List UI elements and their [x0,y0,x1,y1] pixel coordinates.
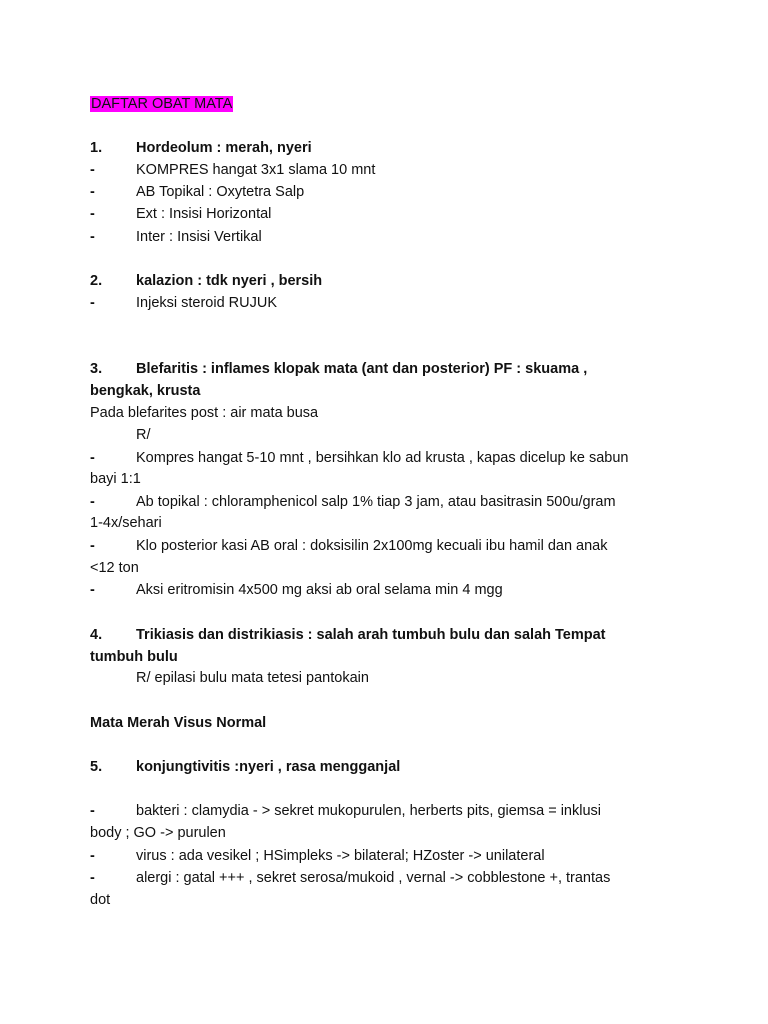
plain-text-line: body ; GO -> purulen [90,825,226,841]
dash-bullet: - [90,803,95,819]
item-number: 1. [90,140,103,156]
item-heading-text: Blefaritis : inflames klopak mata (ant dan posterior) PF : skuama , [136,361,588,377]
prescription-text: R/ [136,427,151,443]
list-item-text: Klo posterior kasi AB oral : doksisilin 2x100mg kecuali ibu hamil dan anak [136,538,608,554]
dash-bullet: - [90,206,95,222]
item-heading-continuation: bengkak, krusta [90,383,201,399]
dash-bullet: - [90,295,95,311]
item-heading-text: Trikiasis dan distrikiasis : salah arah tumbuh bulu dan salah Tempat [136,627,606,643]
list-item-text: Kompres hangat 5-10 mnt , bersihkan klo ad krusta , kapas dicelup ke sabun [136,450,629,466]
item-number: 4. [90,627,103,643]
plain-text-line: dot [90,892,111,908]
dash-bullet: - [90,848,95,864]
document-page [90,0,690,1024]
list-item-text: Ext : Insisi Horizontal [136,206,272,222]
list-item-text: Injeksi steroid RUJUK [136,295,278,311]
prescription-text: R/ epilasi bulu mata tetesi pantokain [136,670,369,686]
dash-bullet: - [90,450,95,466]
list-item-text: AB Topikal : Oxytetra Salp [136,184,305,200]
dash-bullet: - [90,162,95,178]
dash-bullet: - [90,229,95,245]
item-heading-continuation: tumbuh bulu [90,649,178,665]
list-item-text: Ab topikal : chloramphenicol salp 1% tiap 3 jam, atau basitrasin 500u/gram [136,494,616,510]
item-number: 3. [90,361,103,377]
section-heading: Mata Merah Visus Normal [90,715,267,731]
document-title-line [90,94,233,114]
item-heading-text: konjungtivitis :nyeri , rasa mengganjal [136,759,401,775]
item-heading-text: kalazion : tdk nyeri , bersih [136,273,323,289]
list-item-text: Aksi eritromisin 4x500 mg aksi ab oral selama min 4 mgg [136,582,503,598]
document-title: DAFTAR OBAT MATA [91,96,233,112]
item-number: 5. [90,759,103,775]
dash-bullet: - [90,184,95,200]
dash-bullet: - [90,538,95,554]
list-item-text: virus : ada vesikel ; HSimpleks -> bilateral; HZoster -> unilateral [136,848,545,864]
list-item-text: bakteri : clamydia - > sekret mukopurulen, herberts pits, giemsa = inklusi [136,803,602,819]
plain-text-line: <12 ton [90,560,139,576]
plain-text-line: Pada blefarites post : air mata busa [90,405,319,421]
dash-bullet: - [90,582,95,598]
list-item-text: Inter : Insisi Vertikal [136,229,262,245]
item-heading-text: Hordeolum : merah, nyeri [136,140,312,156]
list-item-text: alergi : gatal +++ , sekret serosa/mukoid , vernal -> cobblestone +, trantas [136,870,611,886]
plain-text-line: bayi 1:1 [90,471,141,487]
plain-text-line: 1-4x/sehari [90,515,162,531]
list-item-text: KOMPRES hangat 3x1 slama 10 mnt [136,162,376,178]
dash-bullet: - [90,870,95,886]
dash-bullet: - [90,494,95,510]
item-number: 2. [90,273,103,289]
